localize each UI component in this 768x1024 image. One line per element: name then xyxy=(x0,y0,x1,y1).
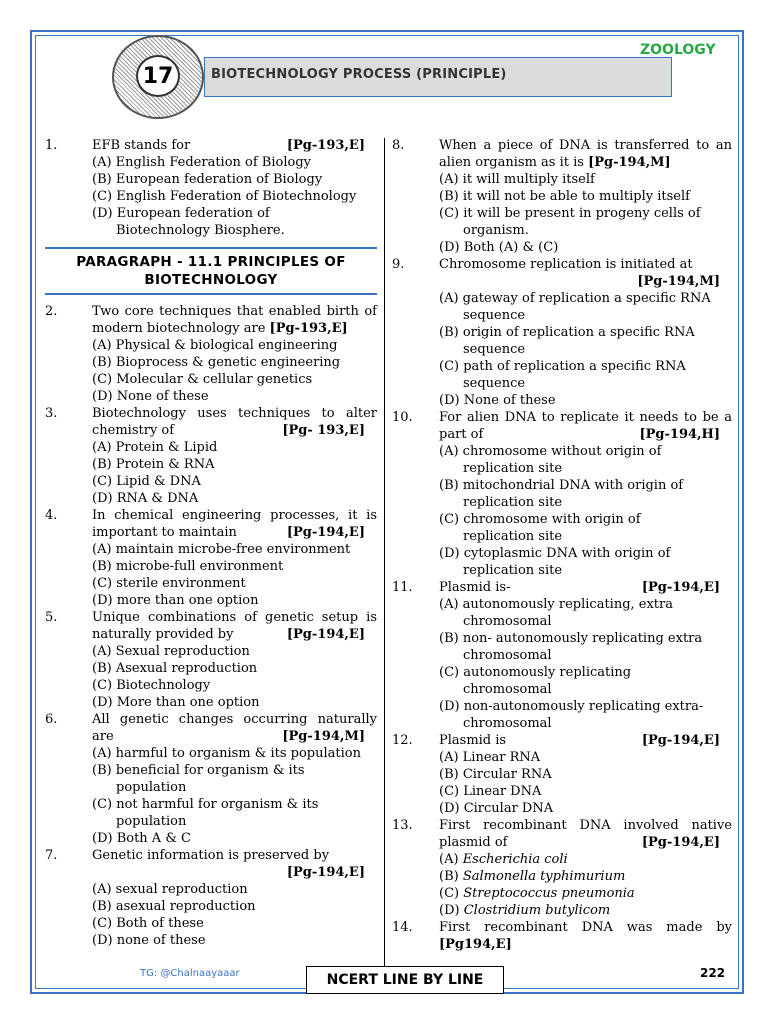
question-12: 12. Plasmid is [Pg-194,E] xyxy=(392,733,720,748)
option-continued: sequence xyxy=(463,308,526,323)
option: (A) Linear RNA xyxy=(439,750,541,765)
question-8: 8. When a piece of DNA is transferred to an alien organism as it is [Pg-194,M] xyxy=(392,138,732,170)
option: (D) Both A & C xyxy=(92,831,191,846)
option: (C) Biotechnology xyxy=(92,678,211,693)
option: (D) Both (A) & (C) xyxy=(439,240,559,255)
column-divider xyxy=(384,138,385,966)
option: (B) Salmonella typhimurium xyxy=(439,869,626,884)
question-9: 9. Chromosome replication is initiated at [Pg-194,M] xyxy=(392,257,720,289)
telegram-handle: TG: @Chalnaayaaar xyxy=(140,968,240,979)
option: (C) it will be present in progeny cells of xyxy=(439,206,701,221)
option: (C) chromosome with origin of xyxy=(439,512,641,527)
option-continued: chromosomal xyxy=(463,614,552,629)
question-10: 10. For alien DNA to replicate it needs to be a part of [Pg-194,H] xyxy=(392,410,732,442)
options-2 xyxy=(92,337,377,405)
options-12 xyxy=(439,749,732,817)
option: (D) More than one option xyxy=(92,695,260,710)
option: (B) microbe-full environment xyxy=(92,559,284,574)
options-13 xyxy=(439,851,732,919)
option: (B) origin of replication a specific RNA xyxy=(439,325,695,340)
page-ref: [Pg-194,E] xyxy=(286,865,365,880)
page-ref: [Pg194,E] xyxy=(439,937,512,952)
chapter-title: BIOTECHNOLOGY PROCESS (PRINCIPLE) xyxy=(204,57,672,97)
left-column xyxy=(45,137,377,949)
option: (C) sterile environment xyxy=(92,576,246,591)
question-2: 2. Two core techniques that enabled birth of modern biotechnology are [Pg-193,E] xyxy=(45,304,377,336)
options-10 xyxy=(439,443,732,579)
option: (D) cytoplasmic DNA with origin of xyxy=(439,546,671,561)
option: (D) None of these xyxy=(92,389,209,404)
option: (C) Lipid & DNA xyxy=(92,474,201,489)
question-11: 11. Plasmid is- [Pg-194,E] xyxy=(392,580,720,595)
page-number: 222 xyxy=(700,966,726,980)
option: (A) it will multiply itself xyxy=(439,172,595,187)
page-ref: [Pg-194,E] xyxy=(641,835,720,850)
option: (A) autonomously replicating, extra xyxy=(439,597,673,612)
option-continued: sequence xyxy=(463,376,526,391)
option: (A) English Federation of Biology xyxy=(92,155,311,170)
option: (B) it will not be able to multiply itself xyxy=(439,189,690,204)
page-ref: [Pg-194,E] xyxy=(641,580,720,595)
options-8 xyxy=(439,171,732,256)
options-7 xyxy=(92,881,377,949)
question-7: 7. Genetic information is preserved by [Pg-194,E] xyxy=(45,848,365,880)
page-ref: [Pg-194,M] xyxy=(282,729,365,744)
option: (B) Protein & RNA xyxy=(92,457,215,472)
option: (D) Clostridium butylicom xyxy=(439,903,611,918)
option: (B) Bioprocess & genetic engineering xyxy=(92,355,341,370)
option: (A) maintain microbe-free environment xyxy=(92,542,351,557)
page-ref: [Pg-194,M] xyxy=(588,155,671,170)
option: (D) Circular DNA xyxy=(439,801,554,816)
option: (D) European federation of xyxy=(92,206,270,221)
option: (D) None of these xyxy=(439,393,556,408)
option-continued: chromosomal xyxy=(463,682,552,697)
option: (C) path of replication a specific RNA xyxy=(439,359,686,374)
question-5: 5. Unique combinations of genetic setup is naturally provided by [Pg-194,E] xyxy=(45,610,377,642)
question-3: 3. Biotechnology uses techniques to alter chemistry of [Pg- 193,E] xyxy=(45,406,377,438)
question-13: 13. First recombinant DNA involved native plasmid of [Pg-194,E] xyxy=(392,818,732,850)
option-continued: replication site xyxy=(463,563,563,578)
option: (C) not harmful for organism & its xyxy=(92,797,319,812)
option: (B) Asexual reproduction xyxy=(92,661,258,676)
page-ref: [Pg- 193,E] xyxy=(282,423,365,438)
option: (C) Linear DNA xyxy=(439,784,542,799)
option: (A) sexual reproduction xyxy=(92,882,248,897)
question-4: 4. In chemical engineering processes, it is important to maintain [Pg-194,E] xyxy=(45,508,377,540)
question-14: 14. First recombinant DNA was made by [Pg194,E] xyxy=(392,920,732,952)
options-9 xyxy=(439,290,732,409)
option-continued: chromosomal xyxy=(463,716,552,731)
page-ref: [Pg-194,E] xyxy=(286,627,365,642)
subject-label: ZOOLOGY xyxy=(640,42,716,58)
option: (C) Both of these xyxy=(92,916,204,931)
option: (A) gateway of replication a specific RNA xyxy=(439,291,711,306)
options-6 xyxy=(92,745,377,847)
option: (A) Protein & Lipid xyxy=(92,440,218,455)
question-1: 1. EFB stands for [Pg-193,E] xyxy=(45,138,365,153)
option-continued: replication site xyxy=(463,529,563,544)
option: (C) Molecular & cellular genetics xyxy=(92,372,313,387)
option-continued: chromosomal xyxy=(463,648,552,663)
option: (C) autonomously replicating xyxy=(439,665,632,680)
section-heading: PARAGRAPH - 11.1 PRINCIPLES OF BIOTECHNOLOGY xyxy=(45,247,377,295)
footer-label: NCERT LINE BY LINE xyxy=(306,966,504,994)
option: (D) more than one option xyxy=(92,593,259,608)
option: (B) European federation of Biology xyxy=(92,172,323,187)
option-continued: replication site xyxy=(463,461,563,476)
option: (C) Streptococcus pneumonia xyxy=(439,886,635,901)
option: (A) harmful to organism & its population xyxy=(92,746,361,761)
option: (B) mitochondrial DNA with origin of xyxy=(439,478,684,493)
option-continued: Biotechnology Biosphere. xyxy=(116,223,285,238)
option: (D) RNA & DNA xyxy=(92,491,199,506)
option-continued: sequence xyxy=(463,342,526,357)
options-5 xyxy=(92,643,377,711)
page-ref: [Pg-194,E] xyxy=(641,733,720,748)
option: (B) asexual reproduction xyxy=(92,899,256,914)
option: (A) Sexual reproduction xyxy=(92,644,250,659)
option-continued: organism. xyxy=(463,223,529,238)
option: (A) Escherichia coli xyxy=(439,852,568,867)
page-ref: [Pg-193,E] xyxy=(286,138,365,153)
options-11 xyxy=(439,596,732,732)
options-4 xyxy=(92,541,377,609)
option: (C) English Federation of Biotechnology xyxy=(92,189,357,204)
option-continued: population xyxy=(116,814,187,829)
option: (D) none of these xyxy=(92,933,206,948)
option-continued: replication site xyxy=(463,495,563,510)
chapter-number: 17 xyxy=(136,55,180,97)
question-6: 6. All genetic changes occurring naturally are [Pg-194,M] xyxy=(45,712,377,744)
option: (A) Physical & biological engineering xyxy=(92,338,338,353)
option: (B) beneficial for organism & its xyxy=(92,763,305,778)
right-column xyxy=(392,137,732,953)
page-ref: [Pg-194,M] xyxy=(637,274,720,289)
options-3 xyxy=(92,439,377,507)
option: (B) non- autonomously replicating extra xyxy=(439,631,703,646)
page-ref: [Pg-194,H] xyxy=(639,427,720,442)
option-continued: population xyxy=(116,780,187,795)
option: (A) chromosome without origin of xyxy=(439,444,662,459)
page-ref: [Pg-193,E] xyxy=(269,321,348,336)
options-1 xyxy=(92,154,377,239)
option: (B) Circular RNA xyxy=(439,767,552,782)
page-ref: [Pg-194,E] xyxy=(286,525,365,540)
option: (D) non-autonomously replicating extra- xyxy=(439,699,704,714)
